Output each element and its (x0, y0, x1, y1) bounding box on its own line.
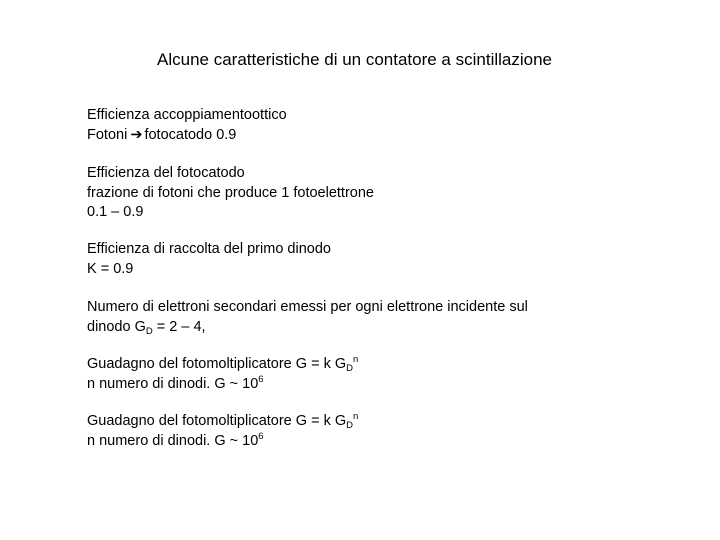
pmt-gain-order (87, 375, 358, 395)
collection-efficiency-block (87, 240, 331, 279)
pmt-gain-order-text: n numero di dinodi. G ~ 10 (87, 375, 259, 392)
gain-exponent: n (353, 354, 359, 365)
pmt-gain-formula-repeat (87, 412, 358, 432)
coupling-efficiency-value (87, 126, 287, 146)
photocathode-value-text: fotocatodo 0.9 (144, 126, 237, 143)
pmt-gain-block (87, 355, 358, 394)
pmt-gain-block-repeat (87, 412, 358, 451)
secondary-electrons-value (87, 318, 528, 338)
gain-subscript: D (346, 363, 354, 374)
gain-subscript-repeat: D (346, 420, 354, 431)
secondary-electrons-block (87, 298, 528, 337)
coupling-efficiency-heading: Efficienza accoppiamentoottico (87, 107, 287, 123)
dynode-subscript: D (145, 325, 153, 337)
photocathode-efficiency-range: 0.1 – 0.9 (87, 204, 144, 220)
gain-order-exponent-repeat: 6 (258, 430, 264, 442)
gain-order-exponent: 6 (258, 373, 264, 385)
pmt-gain-order-repeat (87, 432, 358, 452)
pmt-gain-formula-text-repeat: Guadagno del fotomoltiplicatore G = k G (87, 413, 347, 429)
coupling-efficiency-block (87, 106, 287, 145)
secondary-electrons-heading: Numero di elettroni secondari emessi per ogni elettrone incidente sul (87, 299, 528, 315)
dynode-gain-range: = 2 – 4, (152, 318, 206, 335)
slide-title: Alcune caratteristiche di un contatore a scintillazione (157, 50, 552, 69)
pmt-gain-order-text-repeat: n numero di dinodi. G ~ 10 (87, 432, 259, 449)
photocathode-efficiency-block (87, 164, 374, 223)
arrow-right-icon: ➔ (130, 126, 143, 143)
photocathode-efficiency-description: frazione di fotoni che produce 1 fotoelettrone (87, 184, 374, 201)
collection-efficiency-value: K = 0.9 (87, 260, 134, 277)
gain-exponent-repeat: n (353, 411, 359, 422)
dynode-gain-label: dinodo G (87, 318, 146, 335)
pmt-gain-formula-text: Guadagno del fotomoltiplicatore G = k G (87, 356, 347, 372)
photons-text: Fotoni (87, 126, 128, 143)
pmt-gain-formula (87, 355, 358, 375)
collection-efficiency-heading: Efficienza di raccolta del primo dinodo (87, 241, 331, 257)
photocathode-efficiency-heading: Efficienza del fotocatodo (87, 165, 245, 181)
